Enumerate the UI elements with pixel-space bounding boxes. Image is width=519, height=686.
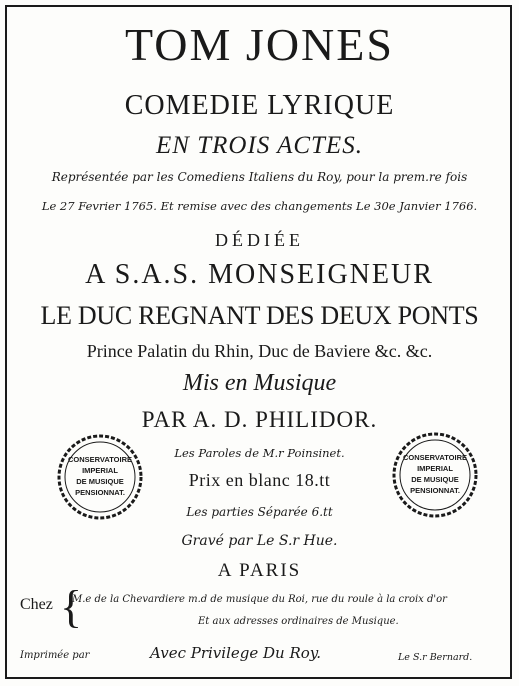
opera-title: TOM JONES xyxy=(125,19,394,70)
stamp-left-line-2: IMPERIAL xyxy=(82,466,118,475)
genre-subtitle: COMEDIE LYRIQUE xyxy=(124,90,395,121)
publisher-brace: { xyxy=(60,581,83,632)
composer-name: PAR A. D. PHILIDOR. xyxy=(141,407,378,432)
representation-line-1: Représentée par les Comediens Italiens du Roy, pour la prem.re fois xyxy=(51,170,468,184)
stamp-left-line-4: PENSIONNAT. xyxy=(75,488,125,497)
printer-name: Le S.r Bernard. xyxy=(398,652,473,663)
stamp-right-line-3: DE MUSIQUE xyxy=(411,475,459,484)
music-by-label: Mis en Musique xyxy=(182,370,337,396)
parts-price-line: Les parties Séparée 6.tt xyxy=(186,505,333,519)
dedicatee-titles-line-2: Prince Palatin du Rhin, Duc de Baviere &c. &c. xyxy=(86,341,433,361)
engraver-line: Gravé par Le S.r Hue. xyxy=(181,533,338,549)
stamp-right-line-4: PENSIONNAT. xyxy=(410,486,460,495)
publisher-address-line-1: M.e de la Chevardiere m.d de musique du Roi, rue du roule à la croix d'or xyxy=(72,594,447,605)
dedication-heading: DÉDIÉE xyxy=(215,230,304,250)
lyricist-line: Les Paroles de M.r Poinsinet. xyxy=(174,446,345,460)
conservatoire-stamp-right xyxy=(390,430,480,520)
stamp-left-line-1: CONSERVATOIRE xyxy=(67,455,133,464)
place-of-publication: A PARIS xyxy=(217,560,302,581)
dedicatee-name: A S.A.S. MONSEIGNEUR xyxy=(85,259,434,290)
publisher-address-line-2: Et aux adresses ordinaires de Musique. xyxy=(198,616,399,627)
dedicatee-title: LE DUC REGNANT DES DEUX PONTS xyxy=(40,301,479,330)
price-line: Prix en blanc 18.tt xyxy=(188,470,331,490)
stamp-right-line-1: CONSERVATOIRE xyxy=(402,453,468,462)
representation-line-2: Le 27 Fevrier 1765. Et remise avec des changements Le 30e Janvier 1766. xyxy=(41,199,478,213)
royal-privilege: Avec Privilege Du Roy. xyxy=(150,644,322,662)
publisher-label: Chez xyxy=(20,596,53,613)
stamp-left-line-3: DE MUSIQUE xyxy=(76,477,124,486)
acts-subtitle: EN TROIS ACTES. xyxy=(156,132,363,159)
conservatoire-stamp-left xyxy=(55,432,145,522)
printed-by-label: Imprimée par xyxy=(20,650,90,661)
stamp-right-line-2: IMPERIAL xyxy=(417,464,453,473)
